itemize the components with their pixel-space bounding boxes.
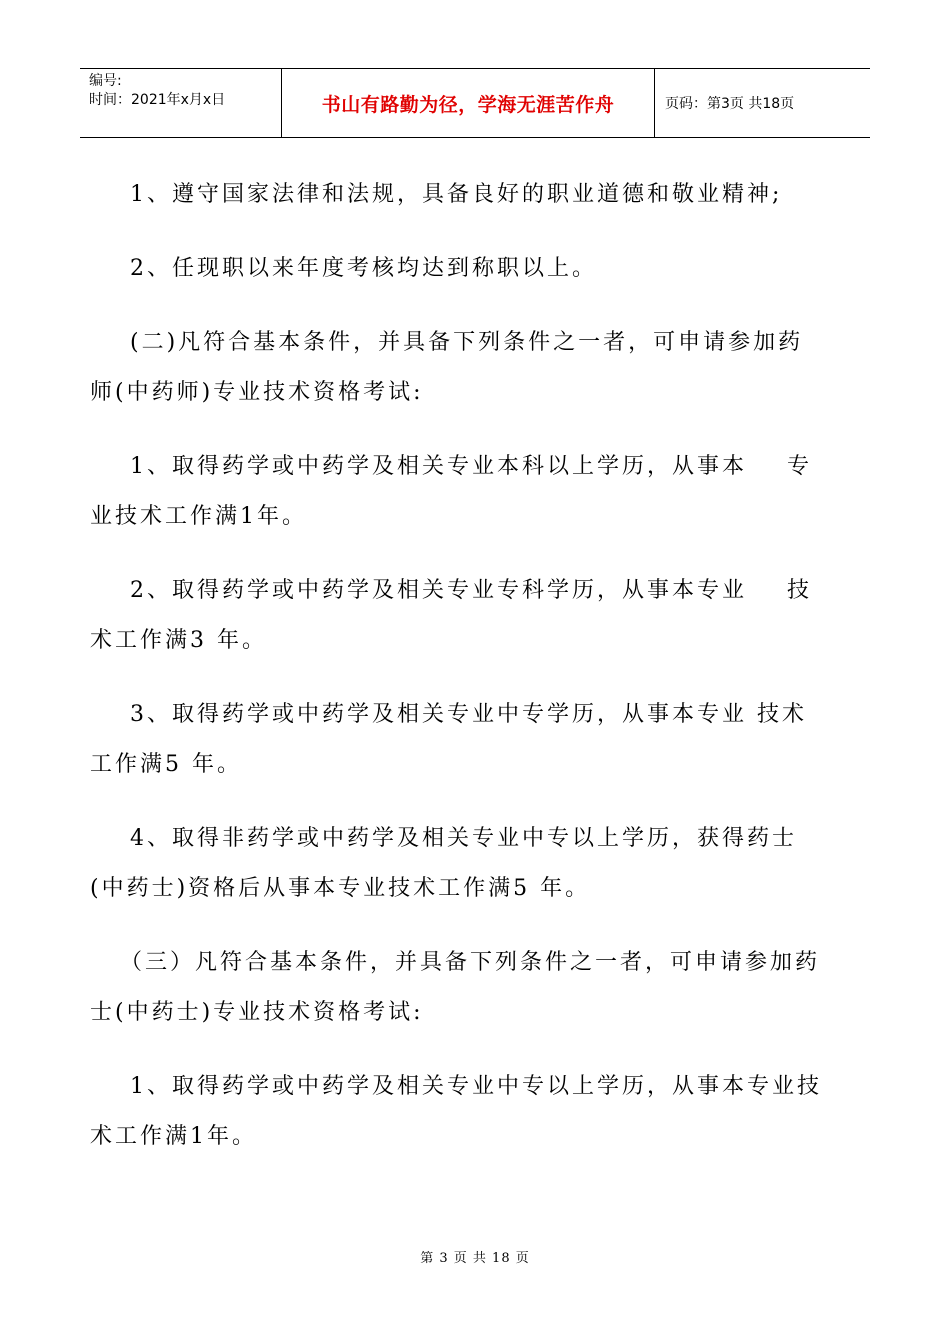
paragraph-line: 业技术工作满1年。 bbox=[90, 504, 307, 529]
header-page-info: 页码：第3页 共18页 bbox=[665, 96, 795, 112]
paragraph-line: 1、遵守国家法律和法规，具备良好的职业道德和敬业精神; bbox=[90, 182, 783, 207]
paragraph-line: 术工作满3 年。 bbox=[90, 628, 267, 653]
paragraph-line: （三）凡符合基本条件，并具备下列条件之一者，可申请参加药 bbox=[90, 950, 820, 975]
paragraph-line: 1、取得药学或中药学及相关专业中专以上学历，从事本专业技 bbox=[90, 1074, 822, 1099]
paragraph-line: 2、取得药学或中药学及相关专业专科学历，从事本专业 技 bbox=[90, 578, 812, 603]
paragraph bbox=[90, 814, 860, 914]
header-motto: 书山有路勤为径，学海无涯苦作舟 bbox=[282, 69, 655, 137]
paragraph-line: 1、取得药学或中药学及相关专业本科以上学历，从事本 专 bbox=[90, 454, 812, 479]
paragraph bbox=[90, 442, 860, 542]
document-number-label: 编号: bbox=[89, 73, 122, 89]
paragraph-line: 2、任现职以来年度考核均达到称职以上。 bbox=[90, 256, 597, 281]
document-time-label: 时间：2021年x月x日 bbox=[89, 92, 226, 108]
paragraph bbox=[90, 566, 860, 666]
paragraph-line: 3、取得药学或中药学及相关专业中专学历，从事本专业 技术 bbox=[90, 702, 807, 727]
page-footer: 第 3 页 共 18 页 bbox=[420, 1251, 530, 1266]
header-meta-cell bbox=[80, 69, 282, 137]
paragraph bbox=[90, 244, 860, 294]
paragraph bbox=[90, 938, 860, 1038]
paragraph bbox=[90, 1062, 860, 1162]
paragraph-line: (二)凡符合基本条件，并具备下列条件之一者，可申请参加药 bbox=[90, 330, 804, 355]
paragraph-line: 师(中药师)专业技术资格考试: bbox=[90, 380, 424, 405]
document-body bbox=[90, 170, 860, 1186]
paragraph-line: 4、取得非药学或中药学及相关专业中专以上学历，获得药士 bbox=[90, 826, 797, 851]
paragraph-line: (中药士)资格后从事本专业技术工作满5 年。 bbox=[90, 876, 591, 901]
paragraph bbox=[90, 690, 860, 790]
page-header bbox=[80, 68, 870, 138]
paragraph bbox=[90, 318, 860, 418]
paragraph-line: 工作满5 年。 bbox=[90, 752, 242, 777]
paragraph-line: 术工作满1年。 bbox=[90, 1124, 257, 1149]
paragraph-line: 士(中药士)专业技术资格考试: bbox=[90, 1000, 424, 1025]
paragraph bbox=[90, 170, 860, 220]
